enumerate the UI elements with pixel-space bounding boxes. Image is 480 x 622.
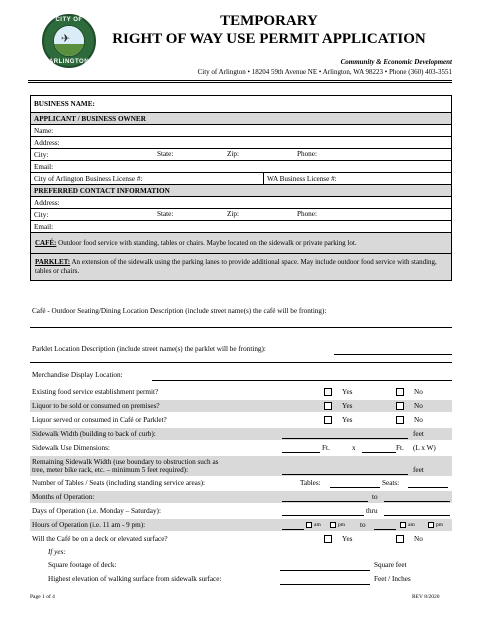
cafe-location-label: Café - Outdoor Seating/Dining Location Description (include street name(s) the café will be fronting):	[32, 307, 327, 315]
no-label: No	[414, 416, 423, 424]
sq-footage-label: Square footage of deck:	[48, 561, 117, 569]
hours-from-line[interactable]	[282, 529, 304, 530]
existing-permit-no-checkbox[interactable]	[396, 388, 404, 396]
contact-phone-label: Phone:	[297, 210, 317, 218]
tables-count-label: Tables:	[300, 479, 321, 487]
elevation-line[interactable]	[280, 584, 370, 585]
from-pm-checkbox[interactable]	[330, 522, 336, 528]
ft-label: Ft.	[396, 444, 404, 452]
cafe-def-text: Outdoor food service with standing, tables or chairs. Maybe located on the sidewalk or private parking lot.	[56, 238, 357, 247]
no-label: No	[414, 388, 423, 396]
merch-label: Merchandise Display Location:	[32, 371, 123, 379]
liquor-served-yes-checkbox[interactable]	[324, 416, 332, 424]
city-label: City:	[34, 150, 49, 159]
feet-label: feet	[413, 466, 424, 474]
x-label: x	[352, 444, 356, 452]
liquor-sold-row	[30, 400, 452, 412]
use-length-line[interactable]	[282, 452, 320, 453]
thru-label: thru	[366, 507, 378, 515]
page-number: Page 1 of 4	[30, 594, 55, 600]
deck-label: Will the Café be on a deck or elevated surface?	[32, 535, 168, 543]
email-field[interactable]: Email:	[31, 161, 452, 173]
am-label: am	[408, 522, 415, 528]
yes-label: Yes	[342, 535, 353, 543]
logo-emblem	[53, 25, 85, 57]
yes-label: Yes	[342, 388, 353, 396]
parklet-location-line-2[interactable]	[30, 362, 452, 363]
title-line-1: TEMPORARY	[220, 13, 318, 29]
contact-zip-label: Zip:	[227, 210, 239, 218]
no-label: No	[414, 535, 423, 543]
state-label: State:	[157, 150, 174, 158]
existing-permit-label: Existing food service establishment permit?	[32, 388, 159, 396]
revision: REV 8/2020	[412, 594, 440, 600]
name-field[interactable]: Name:	[31, 125, 452, 137]
months-row	[30, 491, 452, 503]
deck-yes-checkbox[interactable]	[324, 535, 332, 543]
city-logo	[42, 14, 96, 68]
city-row[interactable]	[31, 149, 452, 161]
no-label: No	[414, 402, 423, 410]
days-from-line[interactable]	[282, 515, 364, 516]
wa-license-field[interactable]: WA Business License #:	[264, 173, 452, 185]
sidewalk-width-row	[30, 428, 452, 440]
yes-label: Yes	[342, 416, 353, 424]
sidewalk-width-label: Sidewalk Width (building to back of curb):	[32, 430, 156, 438]
existing-permit-yes-checkbox[interactable]	[324, 388, 332, 396]
contact-city-label: City:	[34, 210, 49, 219]
header-divider-2	[28, 82, 452, 83]
applicant-header: APPLICANT / BUSINESS OWNER	[31, 113, 452, 125]
remaining-width-line[interactable]	[282, 474, 408, 475]
tables-line[interactable]	[330, 487, 380, 488]
ft-label: Ft.	[322, 444, 330, 452]
contact-email-field[interactable]: Email:	[31, 221, 452, 233]
remaining-width-label	[32, 458, 218, 474]
phone-label: Phone:	[297, 150, 317, 158]
header-divider	[28, 80, 452, 81]
sidewalk-use-label: Sidewalk Use Dimensions:	[32, 444, 110, 452]
airplane-icon: ✈	[61, 32, 71, 45]
liquor-sold-yes-checkbox[interactable]	[324, 402, 332, 410]
logo-bottom-text: ARLINGTON	[48, 59, 90, 65]
feet-label: feet	[413, 430, 424, 438]
remaining-line-1: Remaining Sidewalk Width (use boundary to obstruction such as	[32, 458, 219, 466]
seats-line[interactable]	[408, 487, 448, 488]
remaining-line-2: tree, meter bike rack, etc. – minimum 5 feet required):	[32, 466, 189, 474]
from-am-checkbox[interactable]	[306, 522, 312, 528]
sidewalk-use-row	[30, 442, 452, 454]
remaining-width-row	[30, 456, 452, 476]
city-license-field[interactable]: City of Arlington Business License #:	[31, 173, 264, 185]
hours-to-line[interactable]	[374, 529, 396, 530]
to-pm-checkbox[interactable]	[428, 522, 434, 528]
cafe-term: CAFÉ:	[35, 238, 57, 247]
merch-line[interactable]	[152, 380, 452, 381]
to-label: to	[372, 493, 378, 501]
department: Community & Economic Development	[340, 58, 452, 66]
contact-address-field[interactable]: Address:	[31, 197, 452, 209]
months-to-line[interactable]	[384, 501, 450, 502]
days-to-line[interactable]	[384, 515, 450, 516]
square-feet-label: Square feet	[374, 561, 407, 569]
liquor-sold-no-checkbox[interactable]	[396, 402, 404, 410]
tables-row	[30, 477, 452, 489]
liquor-served-no-checkbox[interactable]	[396, 416, 404, 424]
sq-footage-line[interactable]	[280, 570, 370, 571]
feet-inches-label: Feet / Inches	[374, 575, 411, 583]
liquor-served-label: Liquor served or consumed in Café or Parklet?	[32, 416, 167, 424]
address-field[interactable]: Address:	[31, 137, 452, 149]
deck-no-checkbox[interactable]	[396, 535, 404, 543]
use-width-line[interactable]	[362, 452, 396, 453]
to-label: to	[360, 521, 366, 529]
yes-label: Yes	[342, 402, 353, 410]
parklet-location-line-1[interactable]	[334, 354, 452, 355]
lxw-label: (L x W)	[413, 444, 436, 452]
pm-label: pm	[436, 522, 444, 528]
liquor-served-row	[30, 414, 452, 426]
cafe-location-line[interactable]	[30, 327, 452, 328]
contact-city-row[interactable]	[31, 209, 452, 221]
business-name-field[interactable]: BUSINESS NAME:	[31, 96, 452, 113]
months-from-line[interactable]	[282, 501, 368, 502]
am-label: am	[314, 522, 321, 528]
zip-label: Zip:	[227, 150, 239, 158]
days-label: Days of Operation (i.e. Monday – Saturday):	[32, 507, 161, 515]
hours-row	[30, 519, 452, 531]
parklet-def-text: An extension of the sidewalk using the parking lanes to provide additional space. May include outdoor food service with standing, tables or chairs.	[35, 258, 437, 275]
title-line-2: RIGHT OF WAY USE PERMIT APPLICATION	[112, 31, 426, 47]
parklet-definition	[31, 254, 452, 281]
parklet-location-label: Parklet Location Description (include street name(s) the parklet will be fronting):	[32, 345, 266, 353]
contact-header: PREFERRED CONTACT INFORMATION	[31, 185, 452, 197]
deck-row	[30, 533, 452, 545]
cafe-definition	[31, 233, 452, 254]
days-row	[30, 505, 452, 517]
address-line: City of Arlington • 18204 59th Avenue NE • Arlington, WA 98223 • Phone (360) 403-3551	[197, 68, 452, 76]
sidewalk-width-line[interactable]	[282, 438, 408, 439]
tables-label: Number of Tables / Seats (including standing service areas):	[32, 479, 206, 487]
pm-label: pm	[338, 522, 346, 528]
contact-state-label: State:	[157, 210, 174, 218]
liquor-sold-label: Liquor to be sold or consumed on premises?	[32, 402, 160, 410]
months-label: Months of Operation:	[32, 493, 95, 501]
if-yes-label: If yes:	[48, 548, 66, 556]
elevation-label: Highest elevation of walking surface from sidewalk surface:	[48, 575, 222, 583]
to-am-checkbox[interactable]	[400, 522, 406, 528]
existing-permit-row	[30, 386, 452, 398]
applicant-table	[30, 95, 452, 281]
hours-label: Hours of Operation (i.e. 11 am - 9 pm):	[32, 521, 146, 529]
logo-top-text: CITY OF	[55, 17, 83, 23]
parklet-term: PARKLET:	[35, 258, 71, 266]
seats-label: Seats:	[382, 479, 400, 487]
